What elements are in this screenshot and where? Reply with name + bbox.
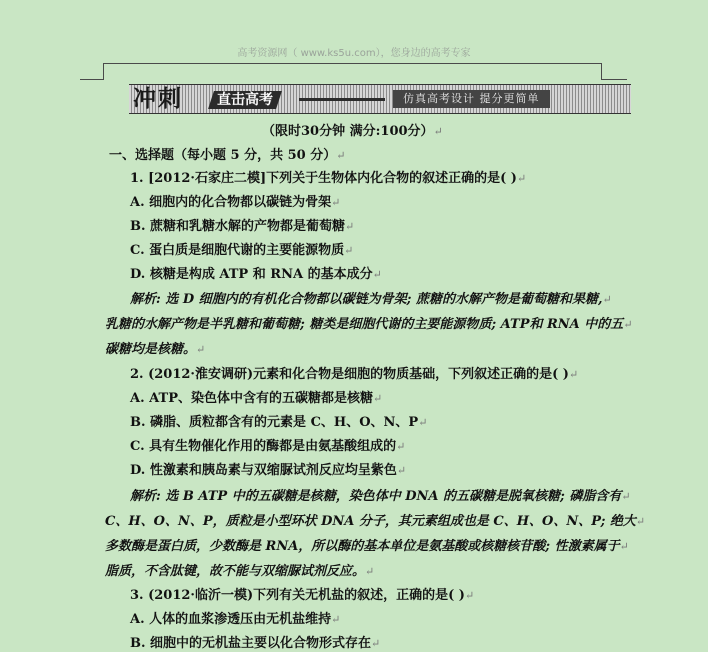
q2-option-b: B. 磷脂、质粒都含有的元素是 C、H、O、N、P↵	[130, 415, 428, 430]
paragraph-mark-icon: ↵	[331, 196, 341, 209]
q1-analysis-line: 乳糖的水解产物是半乳糖和葡萄糖; 糖类是细胞代谢的主要能源物质; ATP和 RNA 中的五↵	[105, 317, 633, 332]
banner-divider	[299, 98, 385, 101]
paragraph-mark-icon: ↵	[331, 613, 341, 626]
paragraph-mark-icon: ↵	[396, 464, 407, 477]
paragraph-mark-icon: ↵	[372, 392, 383, 405]
banner-right-label: 仿真高考设计 提分更简单	[393, 90, 550, 108]
q1-option-c: C. 蛋白质是细胞代谢的主要能源物质↵	[130, 243, 354, 258]
q2-option-a: A. ATP、染色体中含有的五碳糖都是核糖↵	[130, 391, 383, 406]
q2-option-c: C. 具有生物催化作用的酶都是由氨基酸组成的↵	[130, 439, 406, 454]
q2-option-d: D. 性激素和胰岛素与双缩脲试剂反应均呈紫色↵	[130, 463, 407, 478]
paragraph-mark-icon: ↵	[396, 440, 406, 453]
paragraph-mark-icon: ↵	[433, 125, 443, 138]
q1-analysis-line: 解析: 选 D 细胞内的有机化合物都以碳链为骨架; 蔗糖的水解产物是葡萄糖和果糖,↵	[130, 292, 612, 307]
q2-analysis-line: C、H、O、N、P，质粒是小型环状 DNA 分子，其元素组成也是 C、H、O、N、P; 绝大↵	[105, 514, 646, 529]
q2-analysis-line: 解析: 选 B ATP 中的五碳糖是核糖，染色体中 DNA 的五碳糖是脱氧核糖; 磷脂含有↵	[130, 489, 631, 504]
banner-mid-label: 直击高考	[208, 91, 282, 109]
q2-analysis-line: 脂质，不含肽键，故不能与双缩脲试剂反应。↵	[105, 564, 375, 579]
paragraph-mark-icon: ↵	[464, 589, 475, 602]
q1-analysis-line: 碳糖均是核糖。↵	[105, 342, 206, 357]
paragraph-mark-icon: ↵	[602, 293, 612, 306]
paragraph-mark-icon: ↵	[372, 268, 382, 281]
site-note: 高考资源网（ www.ks5u.com），您身边的高考专家	[237, 48, 471, 59]
paragraph-mark-icon: ↵	[345, 220, 355, 233]
paragraph-mark-icon: ↵	[365, 565, 375, 578]
time-limit: （限时30分钟 满分:100分）↵	[262, 124, 443, 139]
paragraph-mark-icon: ↵	[568, 368, 579, 381]
paragraph-mark-icon: ↵	[619, 540, 629, 553]
q3-stem: 3. (2012·临沂一模)下列有关无机盐的叙述，正确的是( )↵	[130, 588, 475, 603]
paragraph-mark-icon: ↵	[371, 637, 381, 650]
paragraph-mark-icon: ↵	[635, 515, 646, 528]
section-title: 一、选择题（每小题 5 分，共 50 分）↵	[109, 148, 346, 163]
paragraph-mark-icon: ↵	[516, 172, 527, 185]
q1-option-b: B. 蔗糖和乳糖水解的产物都是葡萄糖↵	[130, 219, 355, 234]
banner-big-text: 冲刺	[133, 85, 183, 112]
paragraph-mark-icon: ↵	[621, 490, 631, 503]
paragraph-mark-icon: ↵	[336, 149, 346, 162]
paragraph-mark-icon: ↵	[418, 416, 428, 429]
q1-option-a: A. 细胞内的化合物都以碳链为骨架↵	[130, 195, 341, 210]
q3-option-b: B. 细胞中的无机盐主要以化合物形式存在↵	[130, 636, 381, 651]
frame-right-tick	[601, 63, 602, 80]
paragraph-mark-icon: ↵	[196, 343, 206, 356]
title-banner	[129, 84, 631, 114]
frame-left-arm	[80, 79, 104, 80]
q1-stem: 1. [2012·石家庄二模]下列关于生物体内化合物的叙述正确的是( )↵	[130, 171, 527, 186]
paragraph-mark-icon: ↵	[623, 318, 633, 331]
frame-top-line	[103, 63, 601, 64]
frame-right-arm	[601, 79, 627, 80]
q2-analysis-line: 多数酶是蛋白质，少数酶是 RNA，所以酶的基本单位是氨基酸或核糖核苷酸; 性激素属于↵	[105, 539, 629, 554]
q1-option-d: D. 核糖是构成 ATP 和 RNA 的基本成分↵	[130, 267, 382, 282]
q3-option-a: A. 人体的血浆渗透压由无机盐维持↵	[130, 612, 341, 627]
paragraph-mark-icon: ↵	[344, 244, 354, 257]
q2-stem: 2. (2012·淮安调研)元素和化合物是细胞的物质基础，下列叙述正确的是( )↵	[130, 367, 579, 382]
frame-left-tick	[103, 63, 104, 80]
